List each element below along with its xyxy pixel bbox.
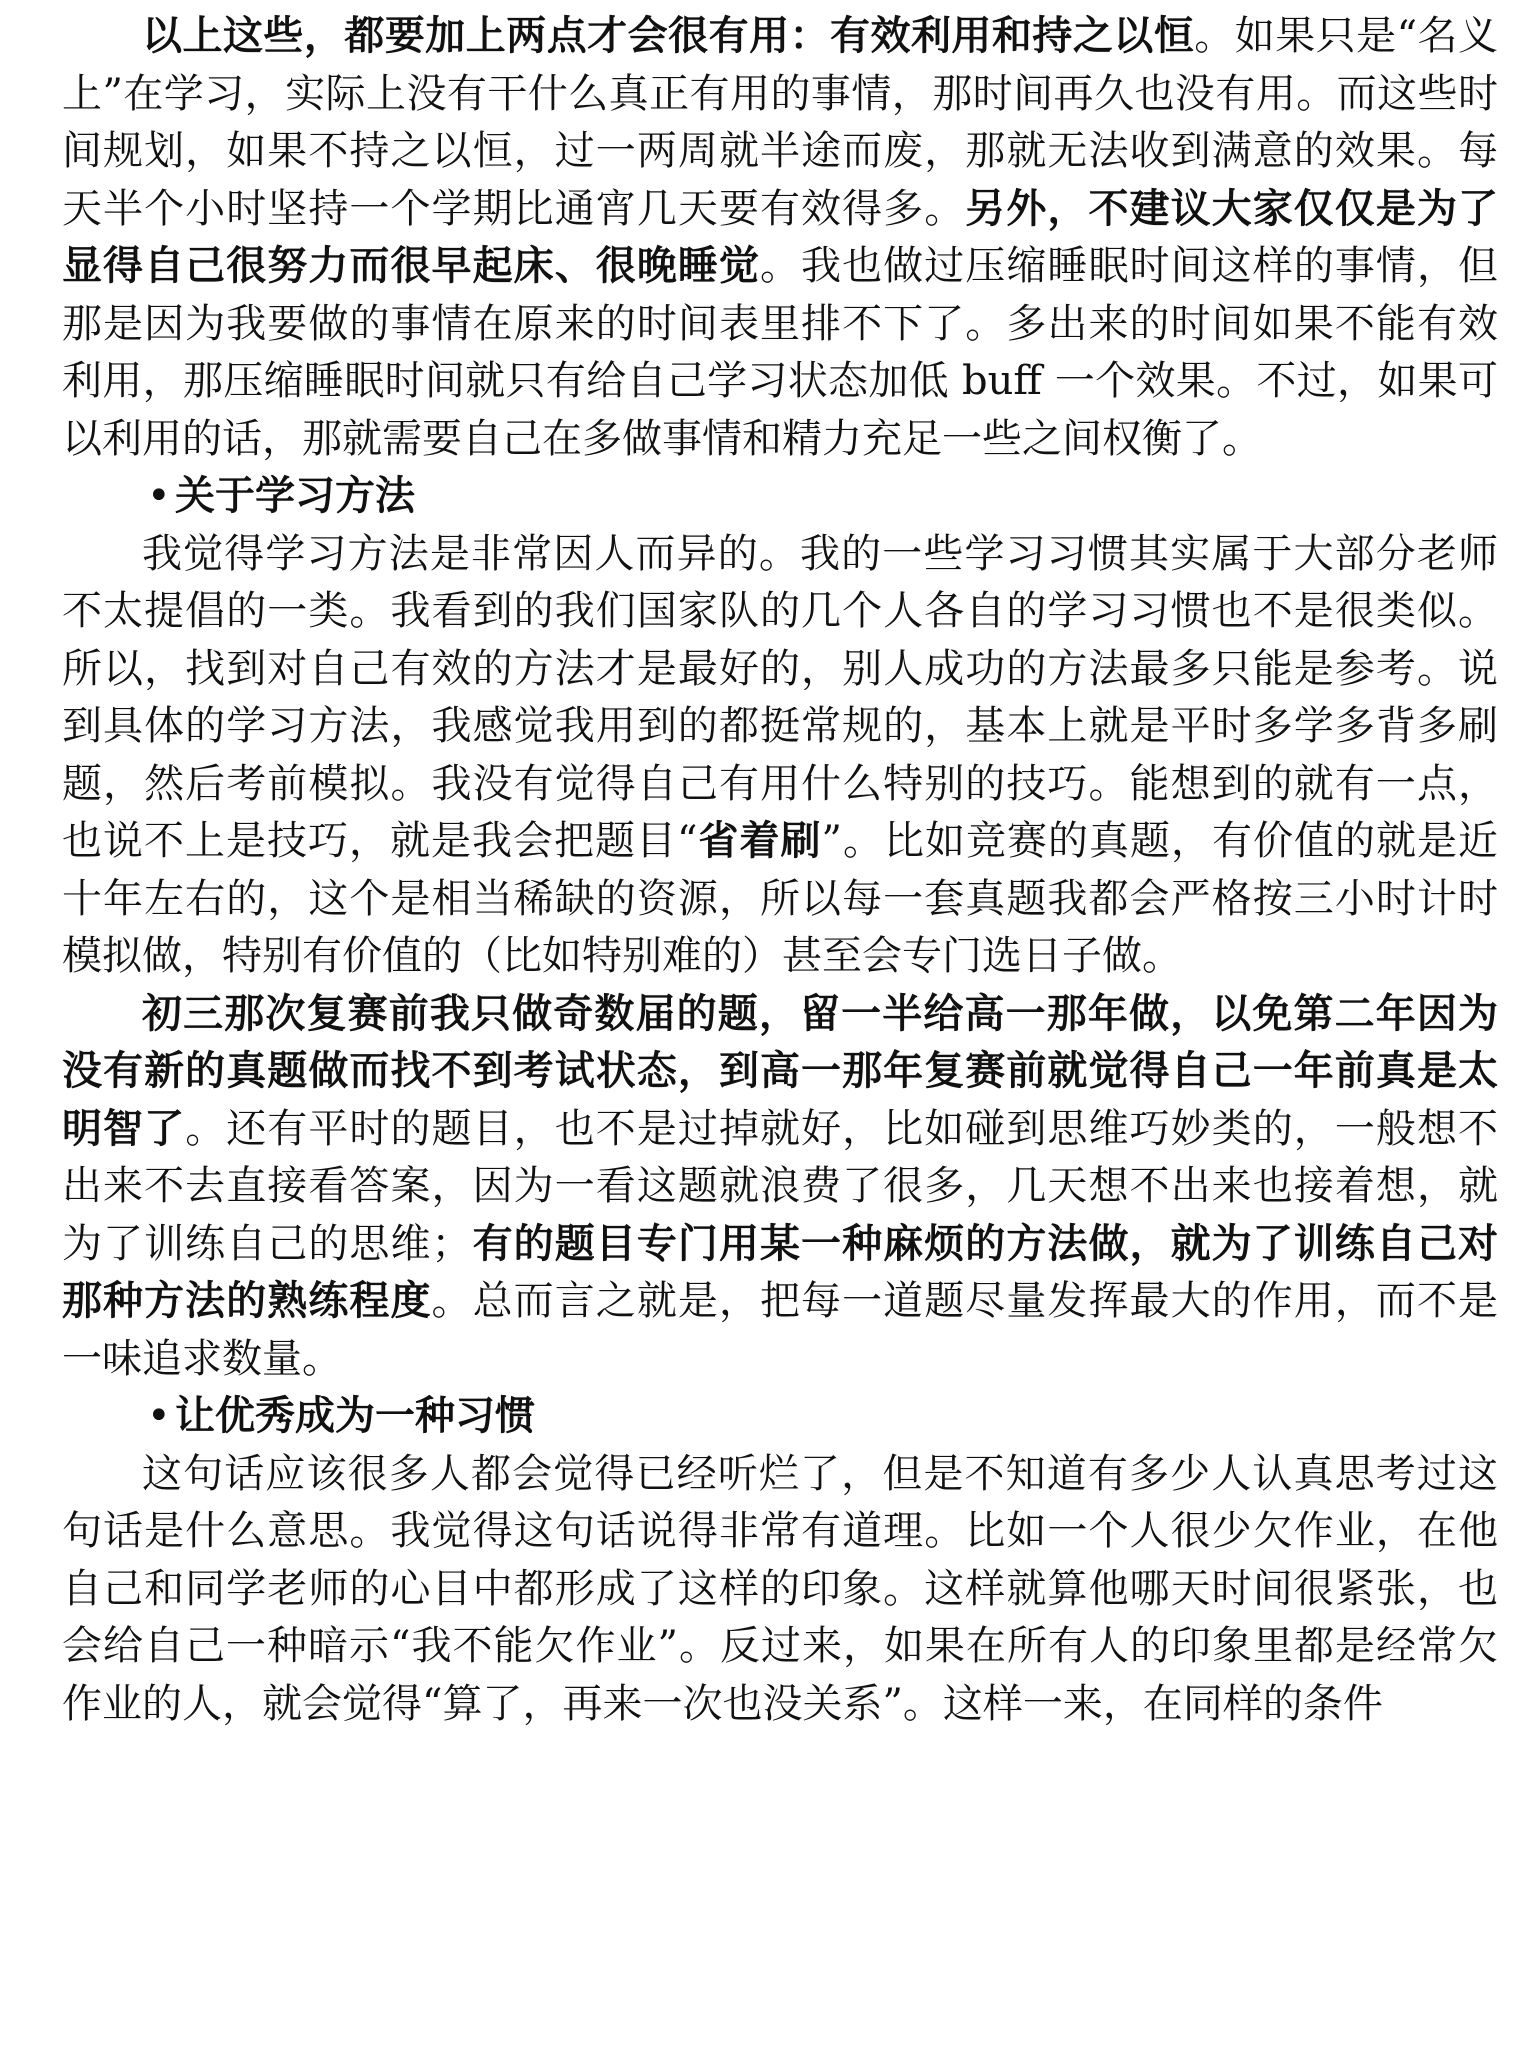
- body-text: 。如果只是“名义上”在学习，实际上没有干什么真正有用的事情，那时间再久也没有用。而这些时间规划，如果不持之以恒，过一两周就半途而废，那就无法收到满意的效果。每天半个小时坚持一个学期比通宵几天要有效得多。: [62, 13, 1498, 232]
- paragraph-practice-strategy: [62, 986, 1498, 1389]
- section-heading-text: 让优秀成为一种习惯: [175, 1393, 535, 1439]
- section-heading-study-methods: [62, 468, 1498, 526]
- section-heading-text: 关于学习方法: [175, 473, 415, 519]
- body-text: ”。比如竞赛的真题，有价值的就是近十年左右的，这个是相当稀缺的资源，所以每一套真题我都会严格按三小时计时模拟做，特别有价值的（比如特别难的）甚至会专门选日子做。: [62, 818, 1499, 979]
- document-page: [62, 8, 1498, 1733]
- body-text: 。还有平时的题目，也不是过掉就好，比如碰到思维巧妙类的，一般想不出来不去直接看答案，因为一看这题就浪费了很多，几天想不出来也接着想，就为了训练自己的思维；: [62, 1105, 1499, 1267]
- body-text: 这句话应该很多人都会觉得已经听烂了，但是不知道有多少人认真思考过这句话是什么意思。我觉得这句话说得非常有道理。比如一个人很少欠作业，在他自己和同学老师的心目中都形成了这样的印象。这样就算他哪天时间很紧张，也会给自己一种暗示“我不能欠作业”。反过来，如果在所有人的印象里都是经常欠作业的人，就会觉得“算了，再来一次也没关系”。这样一来，在同样的条件: [62, 1450, 1498, 1727]
- bullet-icon: •: [147, 1393, 171, 1439]
- bold-text: 有的题目专门用某一种麻烦的方法做，就为了训练自己对那种方法的熟练程度: [62, 1220, 1499, 1324]
- bullet-icon: •: [147, 473, 171, 519]
- paragraph-study-methods: [62, 526, 1498, 986]
- bold-text: 省着刷: [697, 818, 822, 864]
- body-text: 我觉得学习方法是非常因人而异的。我的一些学习习惯其实属于大部分老师不太提倡的一类。我看到的我们国家队的几个人各自的学习习惯也不是很类似。所以，找到对自己有效的方法才是最好的，别人成功的方法最多只能是参考。说到具体的学习方法，我感觉我用到的都挺常规的，基本上就是平时多学多背多刷题，然后考前模拟。我没有觉得自己有用什么特别的技巧。能想到的就有一点，也说不上是技巧，就是我会把题目“: [62, 530, 1498, 864]
- paragraph-excellence-habit: [62, 1446, 1498, 1734]
- bold-text: 另外，不建议大家仅仅是为了显得自己很努力而很早起床、很晚睡觉: [62, 185, 1499, 289]
- bold-text: 以上这些，都要加上两点才会很有用：有效利用和持之以恒: [142, 13, 1195, 59]
- paragraph-persistence: [62, 8, 1498, 468]
- body-text: 。我也做过压缩睡眠时间这样的事情，但那是因为我要做的事情在原来的时间表里排不下了。多出来的时间如果不能有效利用，那压缩睡眠时间就只有给自己学习状态加低 buff 一个效果。不过，如果可以利用的话，那就需要自己在多做事情和精力充足一些之间权衡了。: [62, 243, 1498, 462]
- bold-text: 初三那次复赛前我只做奇数届的题，留一半给高一那年做，以免第二年因为没有新的真题做而找不到考试状态，到高一那年复赛前就觉得自己一年前真是太明智了: [62, 990, 1498, 1152]
- section-heading-excellence-habit: [62, 1388, 1498, 1446]
- body-text: 。总而言之就是，把每一道题尽量发挥最大的作用，而不是一味追求数量。: [62, 1278, 1499, 1382]
